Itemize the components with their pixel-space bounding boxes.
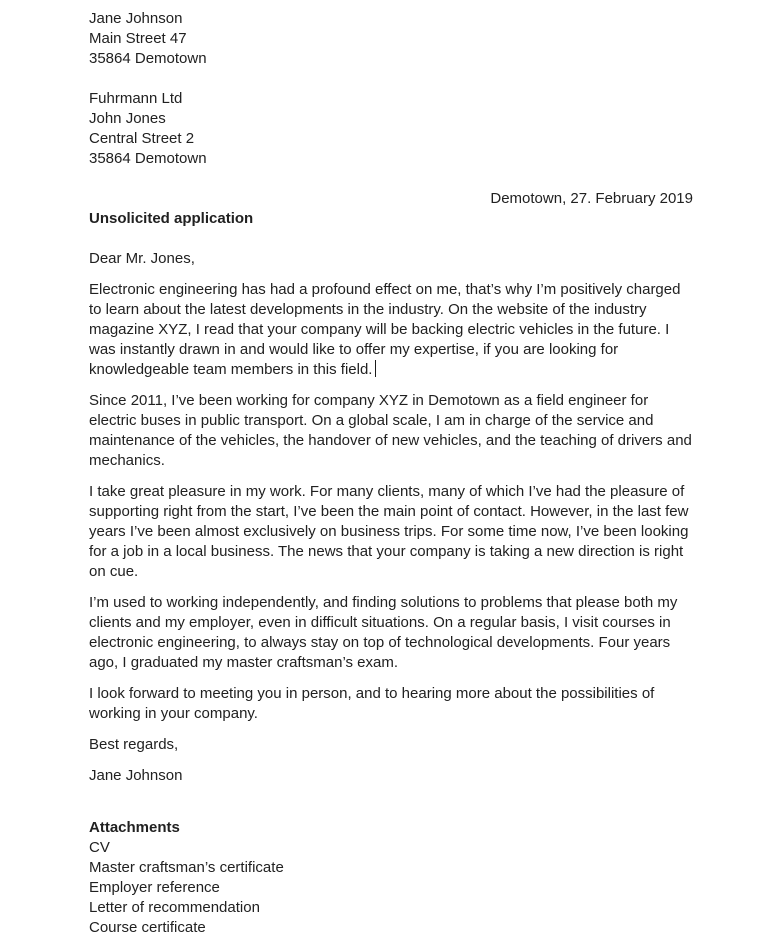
body-paragraph-5: I look forward to meeting you in person, and to hearing more about the possibilities of working in your company.	[89, 685, 655, 722]
attachment-item-course-certificate: Course certificate	[89, 919, 206, 936]
attachment-item-master-certificate: Master craftsman’s certificate	[89, 859, 284, 876]
body-paragraph-1-text: Electronic engineering has had a profound effect on me, that’s why I’m positively charged to learn about the latest developments in the industry. On the website of the industry magazine XYZ, I read that your company will be backing electric vehicles in the future. I was instantly drawn in and would like to offer my expertise, if you are looking for knowledgeable team members in this field.	[89, 281, 681, 378]
recipient-company: Fuhrmann Ltd	[89, 90, 183, 107]
body-paragraph-3: I take great pleasure in my work. For many clients, many of which I’ve had the pleasure of supporting right from the start, I’ve been the main point of contact. However, in the last few years I’ve been almost exclusively on business trips. For some time now, I’ve been looking for a job in a local business. The news that your company is taking a new direction is right on cue.	[89, 483, 689, 580]
sender-address-block	[89, 9, 693, 69]
attachment-item-recommendation-letter: Letter of recommendation	[89, 899, 260, 916]
attachment-item-employer-reference: Employer reference	[89, 879, 220, 896]
body-paragraph-2: Since 2011, I’ve been working for company XYZ in Demotown as a field engineer for electric buses in public transport. On a global scale, I am in charge of the service and maintenance of the vehicles, the handover of new vehicles, and the teaching of drivers and mechanics.	[89, 392, 692, 469]
subject-line: Unsolicited application	[89, 210, 254, 227]
sender-city: 35864 Demotown	[89, 50, 207, 67]
body-paragraph-1	[89, 280, 693, 380]
recipient-contact: John Jones	[89, 110, 166, 127]
text-cursor-caret	[375, 360, 376, 377]
recipient-street: Central Street 2	[89, 130, 195, 147]
sender-name: Jane Johnson	[89, 10, 183, 27]
attachments-block	[89, 818, 693, 938]
sender-street: Main Street 47	[89, 30, 187, 47]
dateline: Demotown, 27. February 2019	[490, 190, 693, 207]
salutation: Dear Mr. Jones,	[89, 250, 195, 267]
recipient-address-block	[89, 89, 693, 169]
signature-name: Jane Johnson	[89, 767, 183, 784]
body-paragraph-4: I’m used to working independently, and finding solutions to problems that please both my clients and my employer, even in difficult situations. On a regular basis, I visit courses in electronic engineering, to always stay on top of technological developments. Four years ago, I graduated my master craftsman’s exam.	[89, 594, 678, 671]
recipient-city: 35864 Demotown	[89, 150, 207, 167]
attachments-heading: Attachments	[89, 819, 180, 836]
closing-line: Best regards,	[89, 736, 179, 753]
attachment-item-cv: CV	[89, 839, 110, 856]
